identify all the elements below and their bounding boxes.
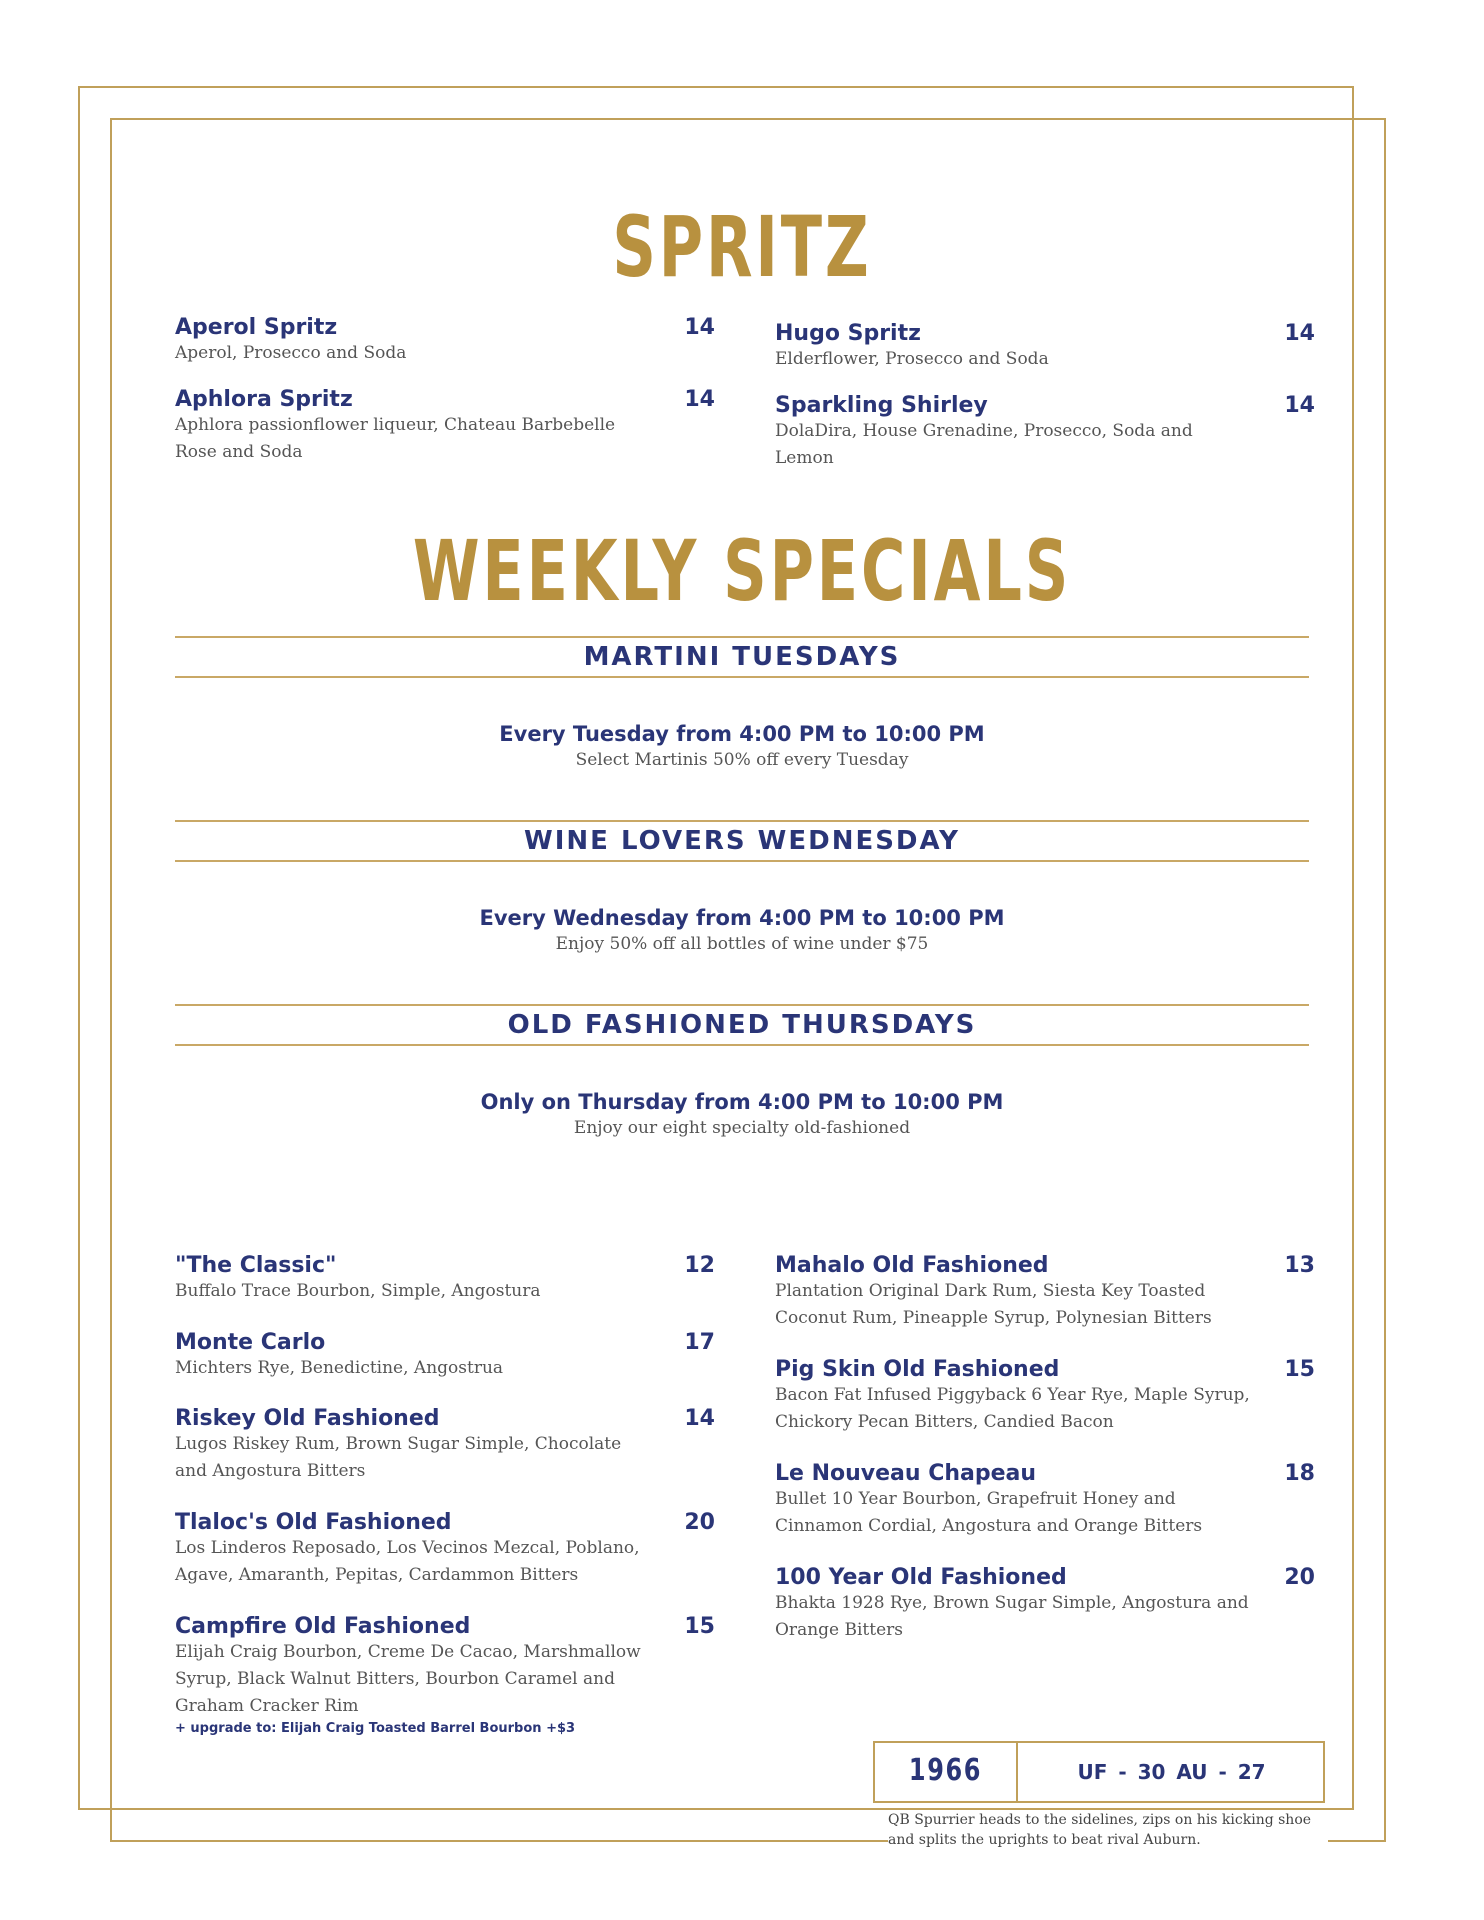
item-name: Hugo Spritz xyxy=(775,321,921,346)
special-time: Only on Thursday from 4:00 PM to 10:00 PM xyxy=(480,1090,1004,1114)
menu-item xyxy=(175,1613,715,1738)
menu-item xyxy=(175,1509,715,1589)
item-price: 14 xyxy=(684,315,715,340)
special-heading: MARTINI TUESDAYS xyxy=(583,642,901,672)
item-description: Aperol, Prosecco and Soda xyxy=(175,343,407,363)
item-price: 17 xyxy=(684,1330,715,1355)
menu-item xyxy=(175,386,715,466)
item-description: Bhakta 1928 Rye, Brown Sugar Simple, Angostura and Orange Bitters xyxy=(775,1593,1249,1640)
item-price: 18 xyxy=(1284,1461,1315,1486)
item-name: 100 Year Old Fashioned xyxy=(775,1565,1067,1590)
item-price: 20 xyxy=(1284,1565,1315,1590)
item-description: Los Linderos Reposado, Los Vecinos Mezcal, Poblano, Agave, Amaranth, Pepitas, Cardammon Bitters xyxy=(175,1538,640,1585)
badge-year: 1966 xyxy=(908,1753,983,1788)
badge-score: UF - 30 AU - 27 xyxy=(1077,1760,1266,1784)
upgrade-note: + upgrade to: Elijah Craig Toasted Barrel Bourbon +$3 xyxy=(175,1721,576,1736)
item-name: Mahalo Old Fashioned xyxy=(775,1253,1049,1278)
menu-item xyxy=(175,1405,715,1485)
special-description: Enjoy 50% off all bottles of wine under $75 xyxy=(555,934,929,954)
item-name: Monte Carlo xyxy=(175,1330,326,1355)
item-description: Aphlora passionflower liqueur, Chateau Barbebelle Rose and Soda xyxy=(175,415,616,462)
item-description: Michters Rye, Benedictine, Angostrua xyxy=(175,1358,504,1378)
item-description: Plantation Original Dark Rum, Siesta Key Toasted Coconut Rum, Pineapple Syrup, Polynesian Bitters xyxy=(775,1281,1212,1328)
item-price: 14 xyxy=(684,387,715,412)
item-price: 20 xyxy=(684,1510,715,1535)
item-description: Elijah Craig Bourbon, Creme De Cacao, Marshmallow Syrup, Black Walnut Bitters, Bourbon Caramel and Graham Cracker Rim xyxy=(175,1642,641,1716)
item-name: Aperol Spritz xyxy=(175,315,338,340)
special-description: Enjoy our eight specialty old-fashioned xyxy=(573,1118,911,1138)
item-name: Le Nouveau Chapeau xyxy=(775,1461,1037,1486)
item-name: Pig Skin Old Fashioned xyxy=(775,1357,1060,1382)
item-price: 14 xyxy=(684,1406,715,1431)
item-price: 12 xyxy=(684,1253,715,1278)
spritz-section-title: SPRITZ xyxy=(612,198,872,296)
divider-rule xyxy=(175,676,1309,678)
badge-caption: QB Spurrier heads to the sidelines, zips on his kicking shoe and splits the uprights to beat rival Auburn. xyxy=(888,1810,1328,1850)
item-name: Tlaloc's Old Fashioned xyxy=(175,1510,452,1535)
item-name: Riskey Old Fashioned xyxy=(175,1406,440,1431)
menu-item xyxy=(175,1252,715,1305)
divider-rule xyxy=(175,1004,1309,1006)
item-price: 15 xyxy=(684,1614,715,1639)
item-name: Campfire Old Fashioned xyxy=(175,1614,471,1639)
weekly-specials-title: WEEKLY SPECIALS xyxy=(412,522,1072,620)
divider-rule xyxy=(175,820,1309,822)
item-price: 14 xyxy=(1284,321,1315,346)
menu-item xyxy=(775,1356,1315,1436)
menu-item xyxy=(175,314,715,367)
menu-item xyxy=(775,1252,1315,1332)
item-description: Bacon Fat Infused Piggyback 6 Year Rye, Maple Syrup, Chickory Pecan Bitters, Candied Bacon xyxy=(775,1385,1250,1432)
history-badge xyxy=(873,1741,1325,1803)
item-name: Sparkling Shirley xyxy=(775,393,988,418)
divider-rule xyxy=(175,860,1309,862)
special-time: Every Tuesday from 4:00 PM to 10:00 PM xyxy=(499,722,985,746)
item-price: 13 xyxy=(1284,1253,1315,1278)
item-description: Elderflower, Prosecco and Soda xyxy=(775,349,1049,369)
special-heading: WINE LOVERS WEDNESDAY xyxy=(524,826,960,856)
menu-item xyxy=(775,1460,1315,1540)
item-name: "The Classic" xyxy=(175,1253,337,1278)
item-description: Bullet 10 Year Bourbon, Grapefruit Honey and Cinnamon Cordial, Angostura and Orange Bitters xyxy=(775,1489,1203,1536)
item-price: 14 xyxy=(1284,393,1315,418)
special-description: Select Martinis 50% off every Tuesday xyxy=(575,750,909,770)
item-description: Buffalo Trace Bourbon, Simple, Angostura xyxy=(175,1281,541,1301)
menu-item xyxy=(175,1329,715,1382)
item-name: Aphlora Spritz xyxy=(175,387,353,412)
item-description: DolaDira, House Grenadine, Prosecco, Soda and Lemon xyxy=(775,421,1193,468)
special-heading: OLD FASHIONED THURSDAYS xyxy=(507,1010,977,1040)
menu-item xyxy=(775,1564,1315,1644)
special-time: Every Wednesday from 4:00 PM to 10:00 PM xyxy=(479,906,1005,930)
menu-item xyxy=(775,392,1315,472)
divider-rule xyxy=(175,636,1309,638)
menu-item xyxy=(775,320,1315,373)
item-description: Lugos Riskey Rum, Brown Sugar Simple, Chocolate and Angostura Bitters xyxy=(175,1434,622,1481)
divider-rule xyxy=(175,1044,1309,1046)
item-price: 15 xyxy=(1284,1357,1315,1382)
